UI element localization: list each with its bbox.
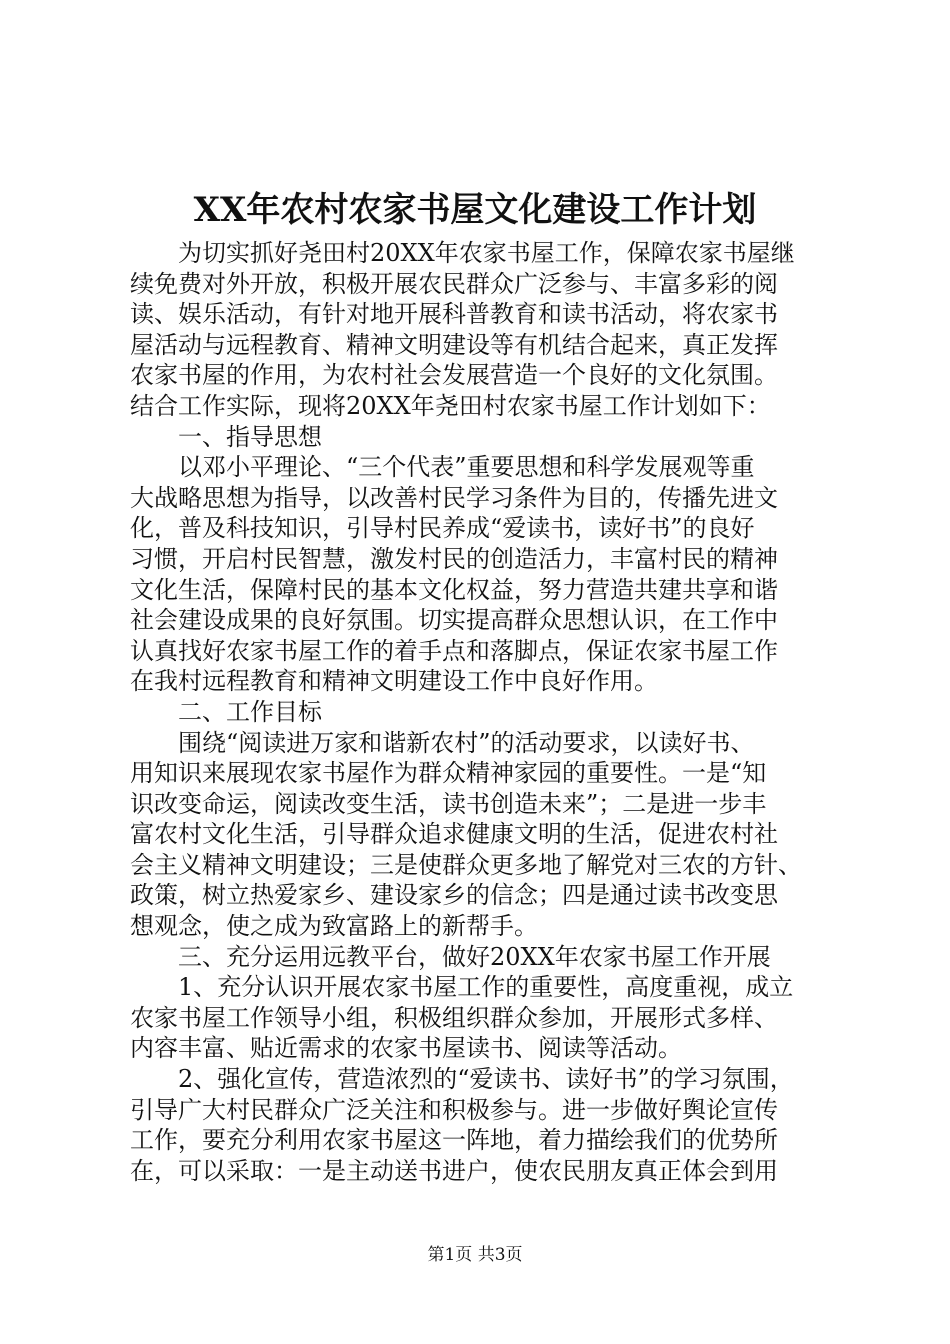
text-line: 识改变命运，阅读改变生活，读书创造未来”；二是进一步丰 (130, 789, 767, 818)
text-line: 工作，要充分利用农家书屋这一阵地，着力描绘我们的优势所 (130, 1126, 778, 1155)
text-line: 化，普及科技知识，引导村民养成“爱读书，读好书”的良好 (130, 514, 755, 543)
text-line: 二、工作目标 (130, 697, 322, 726)
text-line: 用知识来展现农家书屋作为群众精神家园的重要性。一是“知 (130, 759, 767, 788)
text-line: 结合工作实际，现将20XX年尧田村农家书屋工作计划如下： (130, 391, 771, 420)
text-line: 2、强化宣传，营造浓烈的“爱读书、读好书”的学习氛围， (130, 1065, 794, 1094)
text-line: 屋活动与远程教育、精神文明建设等有机结合起来，真正发挥 (130, 330, 778, 359)
text-line: 想观念，使之成为致富路上的新帮手。 (130, 912, 538, 941)
text-line: 习惯，开启村民智慧，激发村民的创造活力，丰富村民的精神 (130, 544, 778, 573)
text-line: 会主义精神文明建设；三是使群众更多地了解党对三农的方针、 (130, 850, 802, 879)
text-line: 在我村远程教育和精神文明建设工作中良好作用。 (130, 667, 658, 696)
text-line: 政策，树立热爱家乡、建设家乡的信念；四是通过读书改变思 (130, 881, 778, 910)
text-line: 在，可以采取：一是主动送书进户，使农民朋友真正体会到用 (130, 1156, 778, 1185)
text-line: 内容丰富、贴近需求的农家书屋读书、阅读等活动。 (130, 1034, 682, 1063)
text-line: 文化生活，保障村民的基本文化权益，努力营造共建共享和谐 (130, 575, 778, 604)
text-line: 续免费对外开放，积极开展农民群众广泛参与、丰富多彩的阅 (130, 269, 778, 298)
page-footer: 第1页 共3页 (427, 1245, 523, 1265)
text-line: 引导广大村民群众广泛关注和积极参与。进一步做好舆论宣传 (130, 1095, 778, 1124)
text-line: 大战略思想为指导，以改善村民学习条件为目的，传播先进文 (130, 483, 778, 512)
text-line: 以邓小平理论、“三个代表”重要思想和科学发展观等重 (130, 453, 755, 482)
document-body (130, 238, 830, 1186)
text-line: 富农村文化生活，引导群众追求健康文明的生活，促进农村社 (130, 820, 778, 849)
text-line: 一、指导思想 (130, 422, 322, 451)
text-line: 农家书屋工作领导小组，积极组织群众参加，开展形式多样、 (130, 1003, 778, 1032)
text-line: 为切实抓好尧田村20XX年农家书屋工作，保障农家书屋继 (130, 239, 795, 267)
text-line: 三、充分运用远教平台，做好20XX年农家书屋工作开展 (130, 942, 771, 971)
text-line: 围绕“阅读进万家和谐新农村”的活动要求，以读好书、 (130, 728, 755, 757)
text-line: 认真找好农家书屋工作的着手点和落脚点，保证农家书屋工作 (130, 636, 778, 665)
text-line: 1、充分认识开展农家书屋工作的重要性，高度重视，成立 (130, 973, 794, 1002)
document-title: XX年农村农家书屋文化建设工作计划 (193, 190, 757, 230)
text-line: 读、娱乐活动，有针对地开展科普教育和读书活动，将农家书 (130, 300, 778, 329)
text-line: 社会建设成果的良好氛围。切实提高群众思想认识，在工作中 (130, 606, 778, 635)
text-line: 农家书屋的作用，为农村社会发展营造一个良好的文化氛围。 (130, 361, 778, 390)
